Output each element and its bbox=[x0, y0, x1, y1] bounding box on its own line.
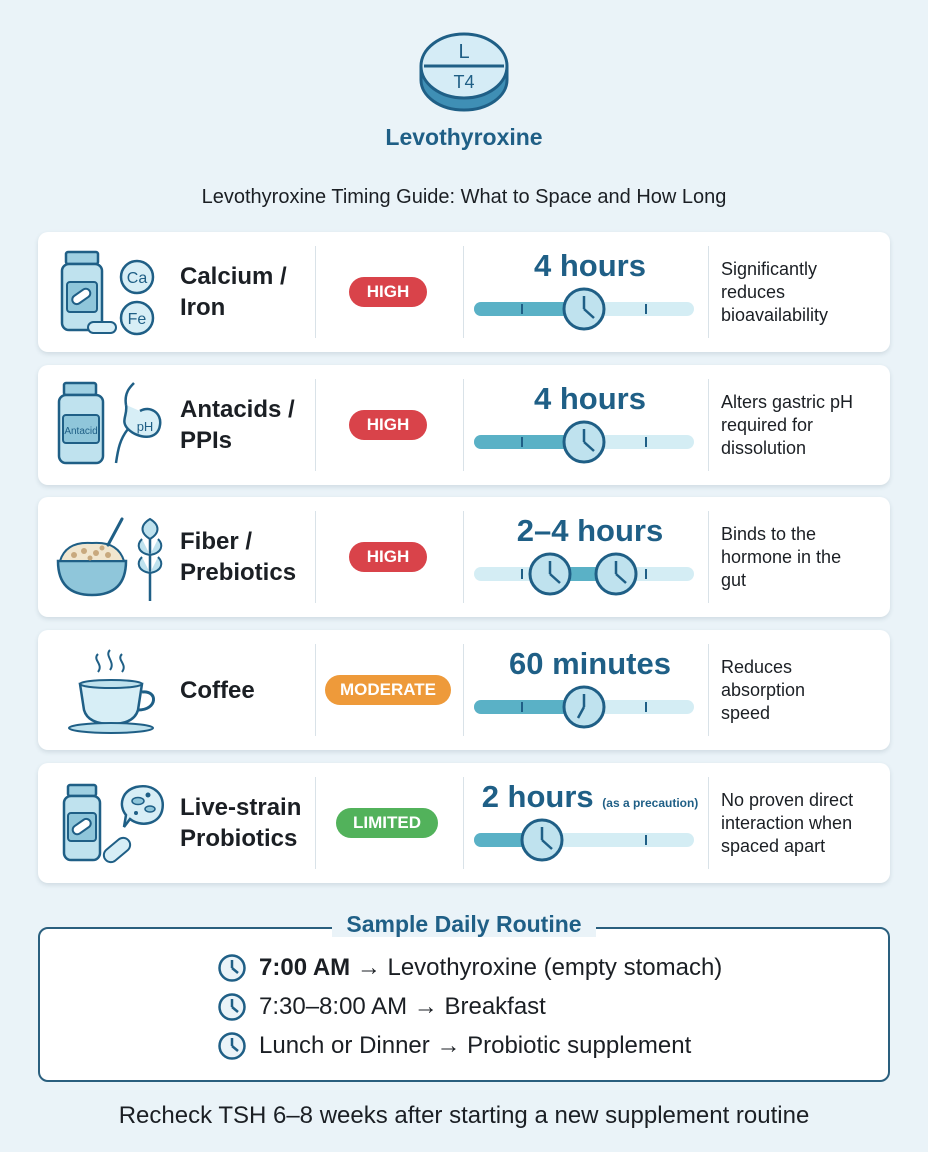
brand-name: Levothyroxine bbox=[385, 124, 543, 150]
timing-slider-track bbox=[474, 280, 694, 332]
divider bbox=[463, 777, 464, 869]
routine-title: Sample Daily Routine bbox=[0, 911, 928, 938]
divider bbox=[315, 777, 316, 869]
divider bbox=[463, 644, 464, 736]
clock-icon bbox=[217, 1031, 247, 1061]
routine-activity: Breakfast bbox=[444, 993, 546, 1020]
divider bbox=[708, 246, 709, 338]
interaction-card-coffee bbox=[38, 630, 890, 750]
routine-item bbox=[217, 950, 722, 986]
substance-name: Fiber / Prebiotics bbox=[180, 528, 297, 586]
routine-time: 7:00 AM bbox=[259, 954, 351, 981]
interaction-card-calcium-iron bbox=[38, 232, 890, 352]
timing-slider-track bbox=[474, 413, 694, 465]
header bbox=[0, 28, 928, 151]
risk-badge-moderate: MODERATE bbox=[325, 675, 451, 705]
substance-name: Calcium / Iron bbox=[180, 263, 287, 321]
divider bbox=[315, 379, 316, 471]
substance-name: Antacids / PPIs bbox=[180, 396, 295, 454]
antacid-label: Antacid bbox=[64, 426, 98, 437]
cereal-bowl-wheat-icon bbox=[54, 511, 174, 603]
risk-badge-high: HIGH bbox=[349, 410, 427, 440]
arrow-icon: → bbox=[356, 954, 381, 981]
divider bbox=[463, 379, 464, 471]
routine-activity: Probiotic supplement bbox=[467, 1032, 692, 1059]
substance-name: Live-strain Probiotics bbox=[180, 794, 302, 852]
spacing-time: 2 hours (as a precaution) bbox=[481, 779, 699, 814]
calcium-label: Ca bbox=[126, 270, 148, 287]
divider bbox=[315, 644, 316, 736]
interaction-card-live-strain-probiotics bbox=[38, 763, 890, 883]
divider bbox=[463, 246, 464, 338]
antacid-stomach-icon bbox=[54, 379, 174, 471]
risk-badge-limited: LIMITED bbox=[336, 808, 438, 838]
routine-time: Lunch or Dinner bbox=[259, 1032, 430, 1059]
divider bbox=[708, 511, 709, 603]
spacing-time: 60 minutes bbox=[509, 646, 671, 681]
divider bbox=[315, 246, 316, 338]
routine-item bbox=[217, 989, 546, 1025]
risk-badge-high: HIGH bbox=[349, 542, 427, 572]
interaction-note: No proven direct interaction when spaced apart bbox=[721, 789, 854, 856]
divider bbox=[708, 379, 709, 471]
levothyroxine-pill-icon bbox=[416, 28, 512, 118]
pill-letter-l: L bbox=[458, 41, 470, 63]
routine-item bbox=[217, 1028, 691, 1064]
arrow-icon: → bbox=[413, 993, 438, 1020]
timing-slider-track bbox=[474, 545, 694, 597]
spacing-time: 4 hours bbox=[534, 381, 646, 416]
ph-label: pH bbox=[136, 419, 154, 434]
clock-icon bbox=[217, 953, 247, 983]
footer-note: Recheck TSH 6–8 weeks after starting a new supplement routine bbox=[118, 1102, 810, 1129]
divider bbox=[708, 644, 709, 736]
clock-icon bbox=[217, 992, 247, 1022]
iron-label: Fe bbox=[127, 311, 147, 328]
divider bbox=[463, 511, 464, 603]
interaction-card-fiber-prebiotics bbox=[38, 497, 890, 617]
interaction-note: Reduces absorption speed bbox=[721, 656, 806, 723]
page-title: Levothyroxine Timing Guide: What to Space and How Long bbox=[201, 186, 727, 208]
divider bbox=[315, 511, 316, 603]
probiotic-bottle-bacteria-icon bbox=[54, 777, 174, 869]
supplement-bottle-calcium-iron-icon bbox=[54, 246, 174, 338]
risk-badge-high: HIGH bbox=[349, 277, 427, 307]
routine-time: 7:30–8:00 AM bbox=[259, 993, 408, 1020]
coffee-cup-icon bbox=[54, 644, 174, 736]
timing-slider-track bbox=[474, 678, 694, 730]
pill-letter-t4: T4 bbox=[453, 72, 475, 92]
routine-activity: Levothyroxine (empty stomach) bbox=[387, 954, 723, 981]
spacing-time: 2–4 hours bbox=[516, 513, 664, 548]
interaction-note: Alters gastric pH required for dissolution bbox=[721, 391, 854, 458]
spacing-time: 4 hours bbox=[534, 248, 646, 283]
timing-precaution-note: (as a precaution) bbox=[602, 796, 699, 810]
substance-name: Coffee bbox=[180, 676, 255, 704]
interaction-card-antacids-ppis bbox=[38, 365, 890, 485]
arrow-icon: → bbox=[436, 1032, 461, 1059]
divider bbox=[708, 777, 709, 869]
interaction-note: Binds to the hormone in the gut bbox=[721, 523, 842, 590]
interaction-note: Significantly reduces bioavailability bbox=[721, 258, 829, 325]
timing-slider-track bbox=[474, 811, 694, 863]
